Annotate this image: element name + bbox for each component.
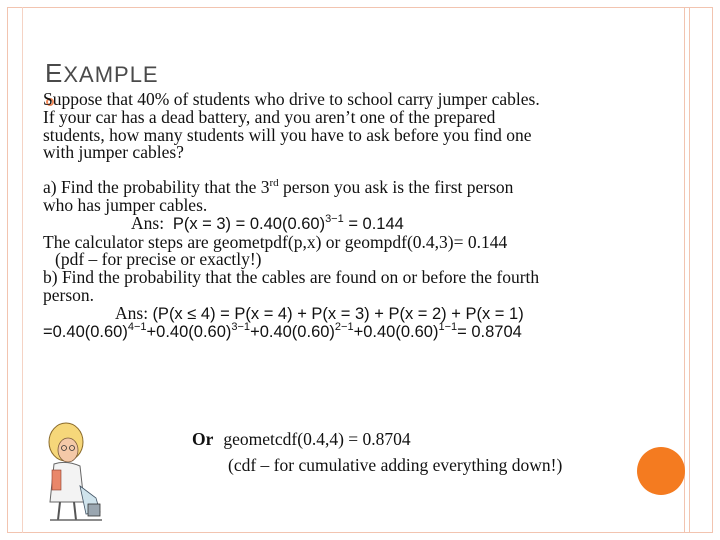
- problem-line: If your car has a dead battery, and you aren’t one of the prepared: [43, 106, 496, 127]
- sum-term: =0.40(0.60): [43, 322, 128, 341]
- part-b-question-line2: person.: [43, 284, 95, 305]
- problem-line: students, how many students will you have to ask before you find one: [43, 124, 532, 145]
- slide-title: [45, 58, 159, 89]
- slide-content: [43, 91, 703, 341]
- alternative-block: [192, 426, 562, 478]
- ordinal-suffix: rd: [269, 177, 279, 190]
- sum-exponent: 2−1: [334, 320, 354, 333]
- part-a-answer: [43, 212, 703, 234]
- frame-left-rule: [22, 7, 26, 533]
- part-b-sum: [43, 320, 703, 342]
- sum-term: +0.40(0.60): [250, 322, 335, 341]
- pdf-note: (pdf – for precise or exactly!): [55, 249, 262, 270]
- problem-line: with jumper cables?: [43, 142, 184, 163]
- part-a-formula: [172, 212, 404, 233]
- part-b-formula: (P(x ≤ 4) = P(x = 4) + P(x = 3) + P(x = 2) + P(x = 1): [152, 304, 524, 323]
- answer-label: Ans:: [115, 302, 149, 323]
- cdf-note: (cdf – for cumulative adding everything down!): [228, 455, 563, 475]
- sum-exponent: 3−1: [231, 320, 251, 333]
- part-b-question: b) Find the probability that the cables are found on or before the fourth: [43, 267, 540, 288]
- cdf-line-row: [192, 426, 562, 452]
- part-a-question-line2: who has jumper cables.: [43, 194, 208, 215]
- formula-lhs: P(x = 3) = 0.40(0.60): [172, 214, 326, 233]
- title-first-letter: E: [45, 58, 64, 88]
- title-rest: XAMPLE: [63, 62, 159, 87]
- scientist-clipart-icon: [36, 420, 108, 530]
- part-a-question-text-end: person you ask is the first person: [278, 177, 514, 198]
- cdf-line: geometcdf(0.4,4) = 0.8704: [223, 429, 411, 449]
- answer-label: Ans:: [131, 212, 165, 233]
- formula-result: = 0.144: [343, 214, 404, 233]
- or-label: Or: [192, 429, 214, 449]
- sum-term: +0.40(0.60): [146, 322, 232, 341]
- accent-circle-icon: [637, 447, 685, 495]
- part-a-question-text: a) Find the probability that the 3: [43, 177, 270, 198]
- problem-line: Suppose that 40% of students who drive to school carry jumper cables.: [43, 89, 540, 109]
- formula-exponent: 3−1: [325, 212, 344, 225]
- sum-term: +0.40(0.60): [353, 322, 439, 341]
- sum-exponent: 1−1: [438, 320, 458, 333]
- sum-result: = 0.8704: [457, 322, 522, 341]
- calculator-steps: The calculator steps are geometpdf(p,x) or geompdf(0.4,3)= 0.144: [43, 231, 508, 252]
- sum-exponent: 4−1: [127, 320, 147, 333]
